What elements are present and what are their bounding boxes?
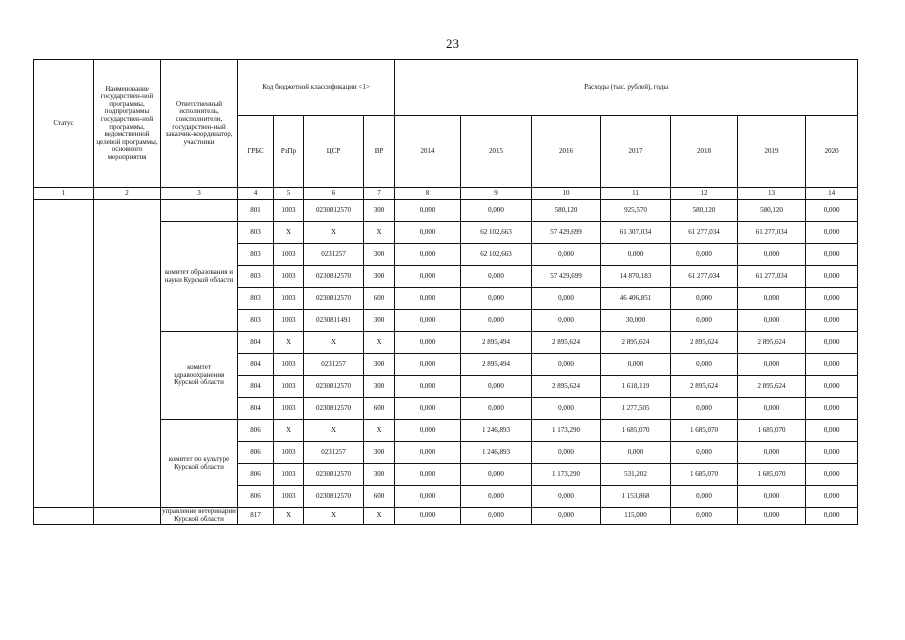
expense-cell: 1 618,119 — [601, 376, 671, 398]
grbs-cell: 803 — [238, 244, 274, 266]
expense-cell: 0,000 — [738, 310, 806, 332]
expense-cell: 580,120 — [532, 200, 601, 222]
expense-cell: 1 173,290 — [532, 420, 601, 442]
expense-cell: 61 277,034 — [738, 222, 806, 244]
expense-cell: 1 246,893 — [461, 442, 532, 464]
expense-cell: 1 685,070 — [671, 464, 738, 486]
executor-cell: комитет образования и науки Курской области — [161, 222, 238, 332]
expense-cell: 0,000 — [395, 376, 461, 398]
expense-cell: 0,000 — [532, 310, 601, 332]
expense-cell: 1 685,070 — [601, 420, 671, 442]
expense-cell: 1 685,070 — [671, 420, 738, 442]
expense-cell: 2 895,494 — [461, 332, 532, 354]
expense-cell: 0,000 — [461, 398, 532, 420]
expense-cell: 0,000 — [395, 464, 461, 486]
header-year: 2020 — [806, 116, 858, 188]
vr-cell: 300 — [364, 464, 395, 486]
expense-cell: 1 153,868 — [601, 486, 671, 508]
header-status: Статус — [34, 60, 94, 188]
expense-cell: 0,000 — [461, 200, 532, 222]
expense-cell: 0,000 — [601, 442, 671, 464]
expense-cell: 0,000 — [806, 288, 858, 310]
csr-cell: Х — [304, 420, 364, 442]
expense-cell: 2 895,624 — [738, 332, 806, 354]
expense-cell: 0,000 — [461, 288, 532, 310]
grbs-cell: 804 — [238, 376, 274, 398]
column-number: 7 — [364, 188, 395, 200]
csr-cell: 0230811491 — [304, 310, 364, 332]
expense-cell: 0,000 — [806, 420, 858, 442]
expense-cell: 115,000 — [601, 508, 671, 525]
vr-cell: 300 — [364, 442, 395, 464]
header-year: 2016 — [532, 116, 601, 188]
rzpr-cell: 1003 — [274, 464, 304, 486]
expense-cell: 0,000 — [806, 222, 858, 244]
header-executor: Ответственный исполнитель, соисполнители, государствен-ный заказчик-координатор, участники — [161, 60, 238, 188]
csr-cell: Х — [304, 508, 364, 525]
grbs-cell: 804 — [238, 398, 274, 420]
grbs-cell: 806 — [238, 464, 274, 486]
expense-cell: 0,000 — [532, 288, 601, 310]
csr-cell: 0230812570 — [304, 266, 364, 288]
column-number: 14 — [806, 188, 858, 200]
grbs-cell: 804 — [238, 354, 274, 376]
expense-cell: 0,000 — [738, 354, 806, 376]
status-cell — [34, 200, 94, 508]
program-name-cell — [94, 200, 161, 508]
expense-cell: 0,000 — [461, 310, 532, 332]
expense-cell: 0,000 — [395, 398, 461, 420]
column-number: 11 — [601, 188, 671, 200]
expense-cell: 0,000 — [395, 310, 461, 332]
expense-cell: 0,000 — [806, 508, 858, 525]
expense-cell: 0,000 — [395, 354, 461, 376]
vr-cell: 300 — [364, 200, 395, 222]
rzpr-cell: 1003 — [274, 354, 304, 376]
vr-cell: 300 — [364, 244, 395, 266]
csr-cell: 0230812570 — [304, 376, 364, 398]
column-number: 2 — [94, 188, 161, 200]
expense-cell: 62 102,663 — [461, 222, 532, 244]
expense-cell: 0,000 — [671, 310, 738, 332]
csr-cell: 0231257 — [304, 442, 364, 464]
expense-cell: 46 406,851 — [601, 288, 671, 310]
expense-cell: 0,000 — [395, 442, 461, 464]
header-year: 2014 — [395, 116, 461, 188]
expense-cell: 0,000 — [532, 486, 601, 508]
expense-cell: 62 102,663 — [461, 244, 532, 266]
header-rzpr: РзПр — [274, 116, 304, 188]
expense-cell: 61 277,034 — [671, 266, 738, 288]
expense-cell: 0,000 — [738, 398, 806, 420]
rzpr-cell: Х — [274, 508, 304, 525]
expense-cell: 0,000 — [532, 244, 601, 266]
expense-cell: 0,000 — [671, 508, 738, 525]
rzpr-cell: 1003 — [274, 310, 304, 332]
column-number: 5 — [274, 188, 304, 200]
expense-cell: 0,000 — [395, 420, 461, 442]
header-year: 2019 — [738, 116, 806, 188]
expense-cell: 0,000 — [806, 354, 858, 376]
expense-cell: 0,000 — [671, 288, 738, 310]
csr-cell: Х — [304, 332, 364, 354]
header-grbs: ГРБС — [238, 116, 274, 188]
expense-cell: 2 895,624 — [671, 376, 738, 398]
expense-cell: 0,000 — [806, 266, 858, 288]
csr-cell: 0231257 — [304, 244, 364, 266]
expense-cell: 0,000 — [395, 244, 461, 266]
grbs-cell: 803 — [238, 310, 274, 332]
expense-cell: 531,202 — [601, 464, 671, 486]
expense-cell: 0,000 — [461, 266, 532, 288]
expense-cell: 0,000 — [601, 354, 671, 376]
csr-cell: 0230812570 — [304, 288, 364, 310]
executor-cell — [161, 200, 238, 222]
expense-cell: 0,000 — [806, 376, 858, 398]
rzpr-cell: 1003 — [274, 200, 304, 222]
table-row — [34, 200, 858, 222]
column-number: 3 — [161, 188, 238, 200]
expense-cell: 1 246,893 — [461, 420, 532, 442]
grbs-cell: 817 — [238, 508, 274, 525]
expense-cell: 0,000 — [395, 288, 461, 310]
column-number: 4 — [238, 188, 274, 200]
rzpr-cell: Х — [274, 332, 304, 354]
expense-cell: 0,000 — [806, 244, 858, 266]
header-program-name: Наименование государствен-ной программы, подпрограммы государствен-ной программы, ведомственной целевой программы, основного мероприятия — [94, 60, 161, 188]
expense-cell: 0,000 — [461, 486, 532, 508]
expense-cell: 0,000 — [532, 508, 601, 525]
expense-cell: 14 870,183 — [601, 266, 671, 288]
column-number: 10 — [532, 188, 601, 200]
rzpr-cell: 1003 — [274, 244, 304, 266]
expense-cell: 0,000 — [806, 310, 858, 332]
expense-cell: 0,000 — [671, 486, 738, 508]
expense-cell: 580,120 — [671, 200, 738, 222]
vr-cell: 600 — [364, 486, 395, 508]
expense-cell: 30,000 — [601, 310, 671, 332]
rzpr-cell: Х — [274, 222, 304, 244]
expense-cell: 1 685,070 — [738, 420, 806, 442]
expense-cell: 61 307,034 — [601, 222, 671, 244]
grbs-cell: 803 — [238, 266, 274, 288]
expense-cell: 0,000 — [461, 508, 532, 525]
expense-cell: 0,000 — [395, 508, 461, 525]
rzpr-cell: 1003 — [274, 486, 304, 508]
expense-cell: 0,000 — [806, 442, 858, 464]
expense-cell: 0,000 — [395, 266, 461, 288]
expense-cell: 57 429,699 — [532, 222, 601, 244]
expense-cell: 0,000 — [395, 332, 461, 354]
vr-cell: Х — [364, 332, 395, 354]
vr-cell: 300 — [364, 266, 395, 288]
expense-cell: 57 429,699 — [532, 266, 601, 288]
header-year: 2017 — [601, 116, 671, 188]
expense-cell: 0,000 — [738, 442, 806, 464]
vr-cell: 600 — [364, 288, 395, 310]
expense-cell: 580,120 — [738, 200, 806, 222]
budget-table — [33, 59, 858, 525]
column-number: 8 — [395, 188, 461, 200]
grbs-cell: 803 — [238, 222, 274, 244]
expense-cell: 925,570 — [601, 200, 671, 222]
header-year: 2015 — [461, 116, 532, 188]
expense-cell: 0,000 — [806, 486, 858, 508]
csr-cell: 0230812570 — [304, 200, 364, 222]
expense-cell: 0,000 — [738, 288, 806, 310]
vr-cell: 300 — [364, 310, 395, 332]
expense-cell: 0,000 — [671, 442, 738, 464]
grbs-cell: 806 — [238, 420, 274, 442]
expense-cell: 0,000 — [806, 398, 858, 420]
csr-cell: 0230812570 — [304, 464, 364, 486]
expense-cell: 2 895,624 — [532, 376, 601, 398]
expense-cell: 0,000 — [671, 398, 738, 420]
expense-cell: 0,000 — [395, 222, 461, 244]
column-number: 12 — [671, 188, 738, 200]
header-budget-code: Код бюджетной классификации <1> — [238, 60, 395, 116]
rzpr-cell: Х — [274, 420, 304, 442]
expense-cell: 2 895,624 — [532, 332, 601, 354]
expense-cell: 0,000 — [806, 200, 858, 222]
expense-cell: 0,000 — [738, 244, 806, 266]
expense-cell: 0,000 — [738, 486, 806, 508]
header-vr: ВР — [364, 116, 395, 188]
rzpr-cell: 1003 — [274, 288, 304, 310]
vr-cell: 300 — [364, 376, 395, 398]
expense-cell: 0,000 — [532, 442, 601, 464]
csr-cell: Х — [304, 222, 364, 244]
csr-cell: 0231257 — [304, 354, 364, 376]
expense-cell: 0,000 — [806, 332, 858, 354]
expense-cell: 1 173,290 — [532, 464, 601, 486]
executor-cell: управление ветеринарии Курской области — [162, 507, 236, 523]
column-number: 13 — [738, 188, 806, 200]
csr-cell: 0230812570 — [304, 398, 364, 420]
header-year: 2018 — [671, 116, 738, 188]
header-expenses: Расходы (тыс. рублей), годы — [395, 60, 858, 116]
rzpr-cell: 1003 — [274, 398, 304, 420]
expense-cell: 1 685,070 — [738, 464, 806, 486]
grbs-cell: 806 — [238, 442, 274, 464]
grbs-cell: 803 — [238, 288, 274, 310]
expense-cell: 61 277,034 — [671, 222, 738, 244]
expense-cell: 2 895,494 — [461, 354, 532, 376]
grbs-cell: 806 — [238, 486, 274, 508]
column-number: 6 — [304, 188, 364, 200]
expense-cell: 2 895,624 — [671, 332, 738, 354]
expense-cell: 0,000 — [532, 398, 601, 420]
vr-cell: Х — [364, 420, 395, 442]
status-cell — [34, 508, 94, 525]
executor-cell: комитет здравоохранения Курской области — [161, 332, 238, 420]
expense-cell: 0,000 — [738, 508, 806, 525]
expense-cell: 2 895,624 — [601, 332, 671, 354]
rzpr-cell: 1003 — [274, 266, 304, 288]
expense-cell: 0,000 — [395, 486, 461, 508]
table-row — [34, 508, 858, 525]
expense-cell: 0,000 — [461, 376, 532, 398]
vr-cell: 300 — [364, 354, 395, 376]
executor-cell: комитет по культуре Курской области — [161, 420, 238, 508]
grbs-cell: 804 — [238, 332, 274, 354]
vr-cell: 600 — [364, 398, 395, 420]
expense-cell: 0,000 — [806, 464, 858, 486]
column-number: 1 — [34, 188, 94, 200]
vr-cell: Х — [364, 508, 395, 525]
expense-cell: 0,000 — [671, 354, 738, 376]
expense-cell: 1 277,505 — [601, 398, 671, 420]
expense-cell: 0,000 — [461, 464, 532, 486]
vr-cell: Х — [364, 222, 395, 244]
rzpr-cell: 1003 — [274, 376, 304, 398]
expense-cell: 2 895,624 — [738, 376, 806, 398]
grbs-cell: 801 — [238, 200, 274, 222]
page-number: 23 — [446, 36, 459, 51]
expense-cell: 0,000 — [395, 200, 461, 222]
expense-cell: 0,000 — [601, 244, 671, 266]
expense-cell: 0,000 — [532, 354, 601, 376]
rzpr-cell: 1003 — [274, 442, 304, 464]
csr-cell: 0230812570 — [304, 486, 364, 508]
column-number-row — [34, 188, 858, 200]
column-number: 9 — [461, 188, 532, 200]
expense-cell: 61 277,034 — [738, 266, 806, 288]
program-name-cell — [94, 508, 161, 525]
header-csr: ЦСР — [304, 116, 364, 188]
expense-cell: 0,000 — [671, 244, 738, 266]
